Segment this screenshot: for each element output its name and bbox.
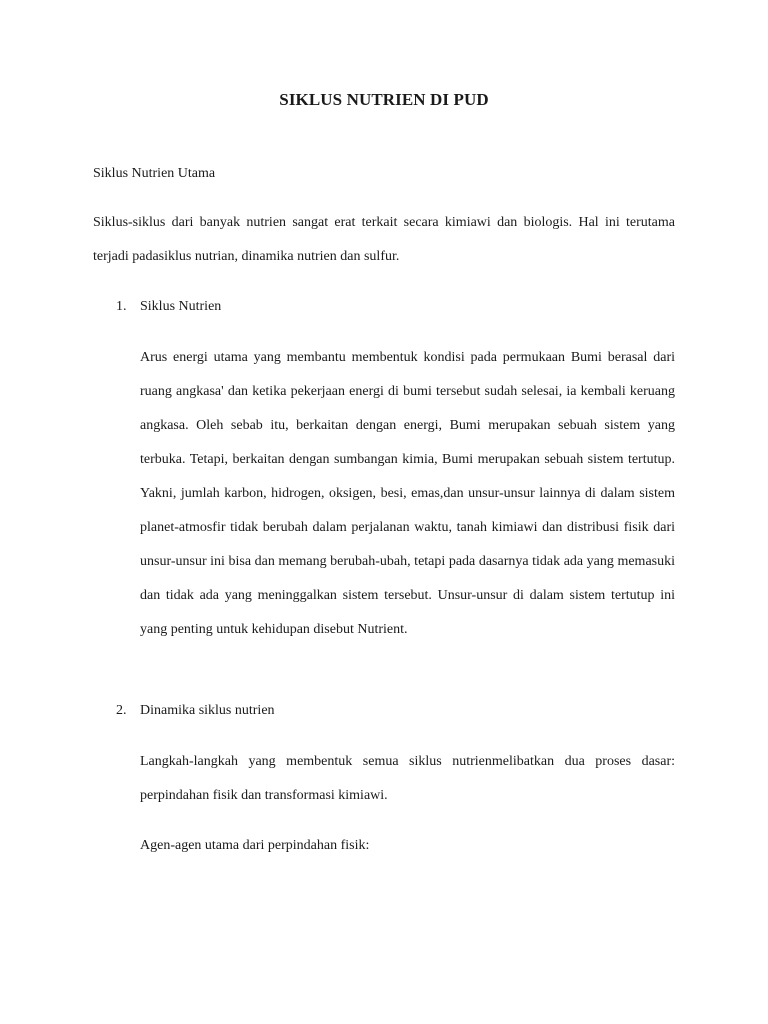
section-2-paragraph-2: Agen-agen utama dari perpindahan fisik: <box>140 838 370 853</box>
section-2-number: 2. <box>116 703 127 718</box>
section-1-paragraph: Arus energi utama yang membantu membentuk kondisi pada permukaan Bumi berasal dari ruang angkasa' dan ketika pekerjaan energi di bumi tersebut sudah selesai, ia kembali keruang angkasa. Oleh sebab itu, berkaitan dengan energi, Bumi merupakan sebuah sistem yang terbuka. Tetapi, berkaitan dengan sumbangan kimia, Bumi merupakan sebuah sistem tertutup. Yakni, jumlah karbon, hidrogen, oksigen, besi, emas,dan unsur-unsur lainnya di dalam sistem planet-atmosfir tidak berubah dalam perjalanan waktu, tanah kimiawi dan distribusi fisik dari unsur-unsur ini bisa dan memang berubah-ubah, tetapi pada dasarnya tidak ada yang memasuki dan tidak ada yang meninggalkan sistem tersebut. Unsur-unsur di dalam sistem tertutup ini yang penting untuk kehidupan disebut Nutrient. <box>140 350 675 637</box>
section-1-number: 1. <box>116 299 127 314</box>
intro-paragraph: Siklus-siklus dari banyak nutrien sangat erat terkait secara kimiawi dan biologis. Hal ini terutama terjadi padasiklus nutrian, dinamika nutrien dan sulfur. <box>93 215 675 264</box>
section-1-heading: Siklus Nutrien <box>140 299 222 314</box>
document-title: SIKLUS NUTRIEN DI PUD <box>279 90 489 109</box>
section-2-heading: Dinamika siklus nutrien <box>140 703 275 718</box>
subheading: Siklus Nutrien Utama <box>93 166 216 181</box>
section-2-paragraph-1: Langkah-langkah yang membentuk semua siklus nutrienmelibatkan dua proses dasar: perpindahan fisik dan transformasi kimiawi. <box>140 754 675 803</box>
